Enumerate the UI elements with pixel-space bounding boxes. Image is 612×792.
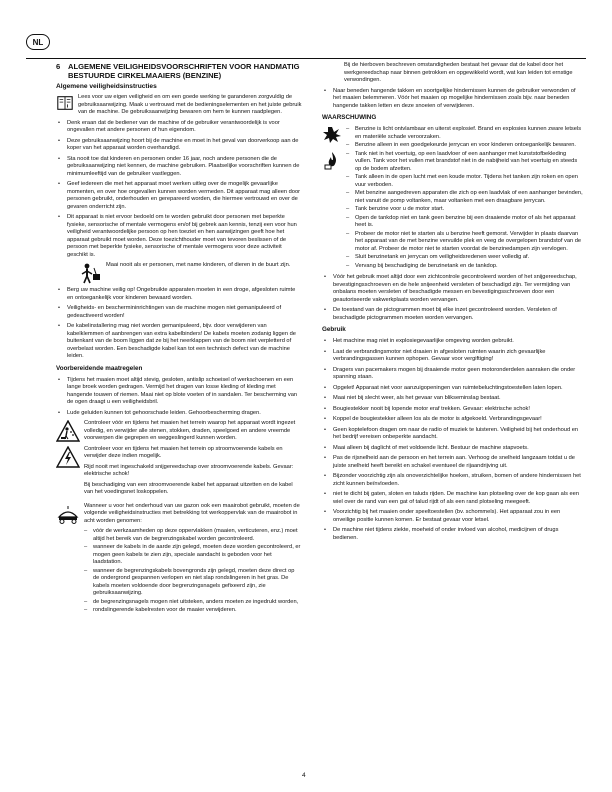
use-list <box>322 338 584 542</box>
intro-text: Lees voor uw eigen veiligheid en om een goede werking te garanderen zorgvuldig de gebruiksaanwijzing. Maak u vertrouwd met de bedieningselementen en het juiste gebruik van de machine. De gebruiksaanwijzing bewaren om hem te kunnen raadplegen. <box>78 94 302 115</box>
list-item: • Maai alleen bij daglicht of met voldoende licht. Bestuur de machine stapvoets. <box>322 445 584 453</box>
general-heading: Algemene veiligheidsinstructies <box>56 83 157 90</box>
list-item: • Maai niet bij slecht weer, als het gevaar van blikseminslag bestaat. <box>322 395 584 403</box>
terrain-check-text: Controleer vóór en tijdens het maaien het terrein waarop het apparaat wordt ingezet volledig, en verwijder alle stenen, stokken, draden, speelgoed en andere vreemde voorwerpen die gegrepen en weggeslingerd kunnen worden. <box>84 420 296 441</box>
people-note: Maai nooit als er personen, met name kinderen, of dieren in de buurt zijn. <box>106 262 291 268</box>
fire-icon <box>322 150 342 170</box>
section-title-text: ALGEMENE VEILIGHEIDSVOORSCHRIFTEN VOOR HANDMATIG BESTUURDE CIRKELMAAIERS (BENZINE) <box>68 62 300 80</box>
people-note-block <box>56 262 302 284</box>
list-item: • Naar beneden hangende takken en soortgelijke hindernissen kunnen de gebruiker verwonden of het maaien belemmeren. Vóór het maaien op mogelijke hindernissen zoals bijv. naar beneden hangende takken letten en deze snoeien of verwijderen. <box>322 88 584 111</box>
list-item: • Deze gebruiksaanwijzing hoort bij de machine en moet in het geval van doorverkoop aan de koper van het apparaat worden overhandigd. <box>56 138 302 153</box>
list-item: • Lude geluiden kunnen tot gehoorschade leiden. Gehoorbescherming dragen. <box>56 410 302 418</box>
list-item: – Vervang bij beschadiging de benzinetank en de tankdop. <box>346 263 584 271</box>
list-item: • Vóór het gebruik moet altijd door een zichtcontrole gecontroleerd worden of het snijgereedschap, bevestigingsschroeven en de hele snijeenheid versleten of beschadigd zijn. Ter vermijding van onbalans moeten versleten of beschadigde messen en bevestigingsschroeven door een geautoriseerde vakwerkplaats worden vervangen. <box>322 274 584 304</box>
section-number: 6 <box>56 62 61 71</box>
header-rule <box>26 58 586 59</box>
general-list-2 <box>56 287 302 361</box>
list-item: – wanneer de begrenzingskabels bovengronds zijn gelegd, moeten deze direct op de ondergrond gespannen verlopen en niet slap rondslingeren in het gras. De kabels moeten voldoende door begrenzingsnagels gefixeerd zijn, zie gebruiksaanwijzing. <box>84 568 302 598</box>
list-item: – Open de tankdop niet en tank geen benzine bij een draaiende motor of als het apparaat heet is. <box>346 215 584 230</box>
list-item: – Benzine is licht ontvlambaar en uiterst explosief. Brand en explosies kunnen zware letsels en materiële schade veroorzaken. <box>346 126 584 141</box>
intro-block <box>56 94 302 117</box>
robot-note-text <box>84 503 302 616</box>
thrown-objects-icon <box>56 420 80 442</box>
terrain-check-block <box>56 420 302 443</box>
list-item: • Voorzichtig bij het maaien onder speeltoestellen (bv. schommels). Het apparaat zou in een onveilige positie kunnen komen. Er bestaat gevaar voor letsel. <box>322 509 584 524</box>
list-item: • Opgelet! Apparaat niet voor aanzuigopeningen van ruimtebeluchtingstoestellen laten lopen. <box>322 385 584 393</box>
robot-note: Wanneer u voor het onderhoud van uw gazon ook een maairobot gebruikt, moeten de volgende veiligheidsinstructies met betrekking tot werkoppervlak van de maairobot in acht worden genomen: <box>84 502 300 524</box>
list-item: • Dragers van pacemakers mogen bij draaiende motor geen motoronderdelen aanraken die onder spanning staan. <box>322 367 584 382</box>
preventive-heading: Voorbereidende maatregelen <box>56 364 143 372</box>
list-item: • Tijdens het maaien moet altijd stevig, gesloten, antislip schoeisel of werkschoenen en een lange broek worden gedragen. Vermijd het dragen van losse kleding of kleding met hangende touwen of riemen. Maai niet op blote voeten of in sandalen. Ter bescherming van de ogen draagt u een veiligheidsbril. <box>56 377 302 407</box>
list-item: • Koppel de bougiestekker alleen los als de motor is afgekoeld. Verbrandingsgevaar! <box>322 416 584 424</box>
list-item: • Het machine mag niet in explosiegevaarlijke omgeving worden gebruikt. <box>322 338 584 346</box>
preventive-list <box>56 377 302 418</box>
list-item: – wanneer de kabels in de aarde zijn gelegd, moeten deze worden gecontroleerd, er mogen geen kabels te zien zijn, speciale aandacht is geboden voor het laadstation. <box>84 544 302 567</box>
list-item: • Bougiestekker nooit bij lopende motor eraf trekken. Gevaar: elektrische schok! <box>322 406 584 414</box>
list-item: • niet te dicht bij gaten, sloten en taluds rijden. De machine kan plotseling over de kop gaan als een wiel over de rand van een gat of talud rijdt of als een rand plotseling meegeeft. <box>322 491 584 506</box>
list-item: – Benzine alleen in een goedgekeurde jerrycan en voor kinderen ontoegankelijk bewaren. <box>346 142 584 150</box>
list-item: • Denk eraan dat de bediener van de machine of de gebruiker verantwoordelijk is voor ongevallen met andere personen of hun eigendom. <box>56 120 302 135</box>
warning-icons <box>322 126 346 271</box>
list-item: – Tank niet in het voertuig, op een laadvloer of een aanhanger met kunststofbekleding vullen. Tank voor het vullen met brandstof niet in de nabijheid van het voertuig en steeds op de bodem afzetten. <box>346 151 584 174</box>
cable-check-text <box>84 446 302 500</box>
list-item: • Geen koptelefoon dragen om naar de radio of muziek te luisteren. Veiligheid bij het onderhoud en het bedrijf vereisen onbeperkte aandacht. <box>322 427 584 442</box>
page-number: 4 <box>302 772 306 779</box>
cable-check-intro: Controleer voor en tijdens het maaien het terrein op stroomvoerende kabels en verwijder deze indien mogelijk. <box>84 445 283 459</box>
cable-check-block <box>56 446 302 500</box>
list-item: • Veiligheids- en beschermininrichtingen van de machine mogen niet gemanipuleerd of gedeactiveerd worden! <box>56 305 302 320</box>
list-item: • Bijzonder voorzichtig zijn als onoverzichtelijke hoeken, struiken, bomen of andere hindernissen het zicht kunnen beïnvloeden. <box>322 473 584 488</box>
list-item: • De kabelinstallering mag niet worden gemanipuleerd, bijv. door verwijderen van kabelklemmen of aanbrengen van extra kabelbinders! De kabels moeten zodanig liggen de buitenkant van de boom liggen dat ze bij het neerklappen van de boom niet verpletterd of overbelast worden. Een beschadigde kabel kan tot een technisch defect van de machine leiden. <box>56 323 302 361</box>
use-heading: Gebruik <box>322 326 346 333</box>
robot-note-block <box>56 503 302 616</box>
list-item: – Tank benzine voor u de motor start. <box>346 206 584 214</box>
warning-block <box>322 126 584 271</box>
explosion-icon <box>322 126 342 144</box>
warning-list <box>346 126 584 271</box>
list-item: • Laat de verbrandingsmotor niet draaien in afgesloten ruimten waarin zich gevaarlijke verbrandingsgassen kunnen ophopen. Gevaar voor vergiftiging! <box>322 349 584 364</box>
inspection-list <box>322 274 584 322</box>
left-column <box>56 62 302 619</box>
list-item: – Probeer de motor niet te starten als u benzine heeft gemorst. Verwijder in plaats daarvan het apparaat van de met benzine vervuilde plek en veeg de overgelopen brandstof van de motor af. Probeer de motor niet te starten voordat de benzinedampen zijn vervlogen. <box>346 231 584 254</box>
list-item: • De machine niet tijdens ziekte, moeheid of onder invloed van alcohol, medicijnen of drugs bedienen. <box>322 527 584 542</box>
list-item: – Met benzine aangedreven apparaten die zich op een laadvlak of een aanhanger bevinden, niet vanuit de pomp voltanken, maar voltanken met een draagbare jerrycan. <box>346 190 584 205</box>
list-item: • Pas de rijsnelheid aan de persoon en het terrein aan. Verhoog de snelheid langzaam totdat u de juiste snelheid heeft bereikt en schakel eventueel de rijaandrijving uit. <box>322 455 584 470</box>
list-item: • Berg uw machine veilig op! Ongebruikte apparaten moeten in een droge, afgesloten ruimte en ontoegankelijk voor kinderen bewaard worden. <box>56 287 302 302</box>
language-badge: NL <box>26 34 50 50</box>
branches-list <box>322 88 584 111</box>
section-title <box>56 62 302 80</box>
list-item: • Sta nooit toe dat kinderen en personen onder 16 jaar, noch andere personen die de gebruiksaanwijzing niet kennen, de machine gebruiken. Plaatselijke voorschriften kunnen de minimumleeftijd van de gebruiker vastleggen. <box>56 156 302 179</box>
list-item: – vóór de werkzaamheden op deze oppervlakken (maaien, verticuteren, enz.) moet altijd het bereik van de begrenzingskabel worden gecontroleerd. <box>84 528 302 543</box>
list-item: • De toestand van de pictogrammen moet bij elke inzet gecontroleerd worden. Versleten of beschadigde pictogrammen moeten worden vervangen. <box>322 307 584 322</box>
robot-continuation: Bij de hierboven beschreven omstandigheden bestaat het gevaar dat de kabel door het werkgereedschap naar binnen getrokken en opgewikkeld wordt, wat kan leiden tot ernstige verwondingen. <box>344 62 573 83</box>
right-column <box>322 62 584 545</box>
svg-text:i: i <box>66 104 69 110</box>
general-list <box>56 120 302 260</box>
cable-note: Bij beschadiging van een stroomvoerende kabel het apparaat uitzetten en de kabel van het voedingsnet loskoppelen. <box>84 481 293 495</box>
list-item: – rondslingerende kabelresten voor de maaier verwijderen. <box>84 607 302 615</box>
keep-people-away-icon <box>78 262 102 284</box>
robot-mower-icon <box>56 503 80 525</box>
robot-list <box>84 528 302 615</box>
list-item: – Tank alleen in de open lucht met een koude motor. Tijdens het tanken zijn roken en open vuur verboden. <box>346 174 584 189</box>
list-item: – de begrenzingsnagels mogen niet uitsteken, anders moeten ze ingedrukt worden, <box>84 599 302 607</box>
cable-note: Rijd nooit met ingeschakeld snijgereedschap over stroomvoerende kabels. Gevaar: elektrische schok! <box>84 463 294 477</box>
manual-book-icon <box>56 94 74 112</box>
electric-shock-icon <box>56 446 80 468</box>
list-item: • Dit apparaat is niet ervoor bedoeld om te worden gebruikt door personen met beperkte fysieke, sensorische of mentale vermogens en/of bij gebrek aan kennis, tenzij een voor hun veiligheid verantwoordelijke persoon op hen toeziet en hen aanwijzingen geeft hoe het apparaat gebruikt moet worden. Deze toezichthouder moet van tevoren beslissen of de persoon met beperkte fysieke, sensorische of mentale vermogens voor deze activiteit geschikt is. <box>56 214 302 259</box>
warning-heading: WAARSCHUWING <box>322 114 377 121</box>
list-item: • Geef iedereen die met het apparaat moet werken uitleg over de mogelijk gevaarlijke momenten, en over hoe ongevallen kunnen worden vermeden. Dit apparaat mag alleen door personen gebruikt, onderhouden en gerepareerd worden, die hiermee vertrouwd en over de gevaren onderricht zijn. <box>56 181 302 211</box>
list-item: – Sluit benzinetank en jerrycan om veiligheidsredenen weer volledig af. <box>346 254 584 262</box>
